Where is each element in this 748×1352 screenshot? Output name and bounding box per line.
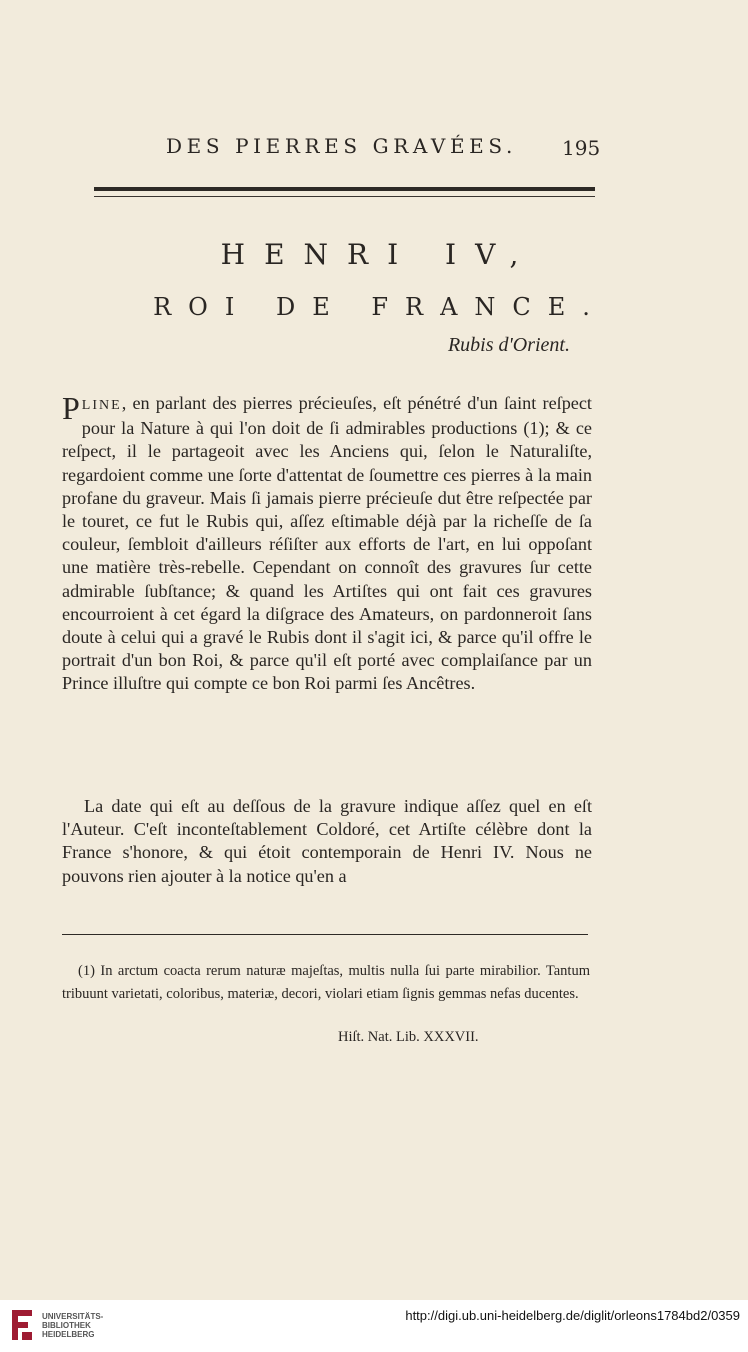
footnote (62, 960, 590, 1006)
running-head (0, 134, 748, 166)
footnote-text: (1) In arctum coacta rerum naturæ majeſtas, multis nulla ſui parte mirabilior. Tantum tribuunt varietati, coloribus, materiæ, decori, violari etiam ſignis gemmas nefas ducentes. (62, 963, 590, 1002)
paragraph-1-text: , en parlant des pierres précieuſes, eſt pénétré d'un ſaint reſpect pour la Nature à qui l'on doit de ſi admirables productions (1); & ce reſpect, il le partageoit avec les Anciens qui, ſelon le Naturaliſte, regardoient comme une ſorte d'attentat de ſoumettre ces pierres à la main profane du graveur. Mais ſi jamais pierre précieuſe dut être reſpectée par le touret, ce fut le Rubis qui, aſſez eſtimable déjà par la richeſſe de ſa couleur, ſembloit d'ailleurs réſiſter aux efforts de l'art, en lui oppoſant une matière très-rebelle. Cependant on connoît des gravures ſur cette admirable ſubſtance; & quand les Artiſtes qui ont fait ces gravures encourroient à cet égard la diſgrace des Amateurs, on pardonneroit ſans doute à celui qui a gravé le Rubis dont il s'agit ici, & parce qu'il offre le portrait d'un bon Roi, & parce qu'il eſt porté avec complaiſance par un Prince illuſtre qui compte ce bon Roi parmi ſes Ancêtres. (62, 393, 592, 694)
gem-material: Rubis d'Orient. (447, 334, 570, 356)
footnote-rule (62, 934, 588, 935)
chapter-subtitle: ROI DE FRANCE. (153, 293, 607, 321)
page-url[interactable]: http://digi.ub.uni-heidelberg.de/diglit/orleons1784bd2/0359 (405, 1308, 740, 1323)
paragraph-1 (62, 392, 592, 696)
chapter-title: HENRI IV, (220, 238, 538, 271)
footnote-source: Hiſt. Nat. Lib. XXXVII. (338, 1029, 479, 1045)
viewer-footer (0, 1300, 748, 1352)
library-logo-icon (8, 1308, 36, 1342)
page-number: 195 (562, 136, 601, 160)
paragraph-2: La date qui eſt au deſſous de la gravure indique aſſez quel en eſt l'Auteur. C'eſt inconteſtablement Coldoré, cet Artiſte célèbre dont la France s'honore, & qui étoit contemporain de Henri IV. Nous ne pouvons rien ajouter à la notice qu'en a (62, 796, 592, 886)
header-rule-thin (94, 196, 595, 197)
library-name: UNIVERSITÄTS- BIBLIOTHEK HEIDELBERG (42, 1312, 104, 1339)
drop-cap: P (62, 390, 80, 426)
running-head-title: DES PIERRES GRAVÉES. (166, 134, 517, 158)
smallcaps-word: LINE (81, 398, 122, 413)
header-rule-thick (94, 187, 595, 191)
